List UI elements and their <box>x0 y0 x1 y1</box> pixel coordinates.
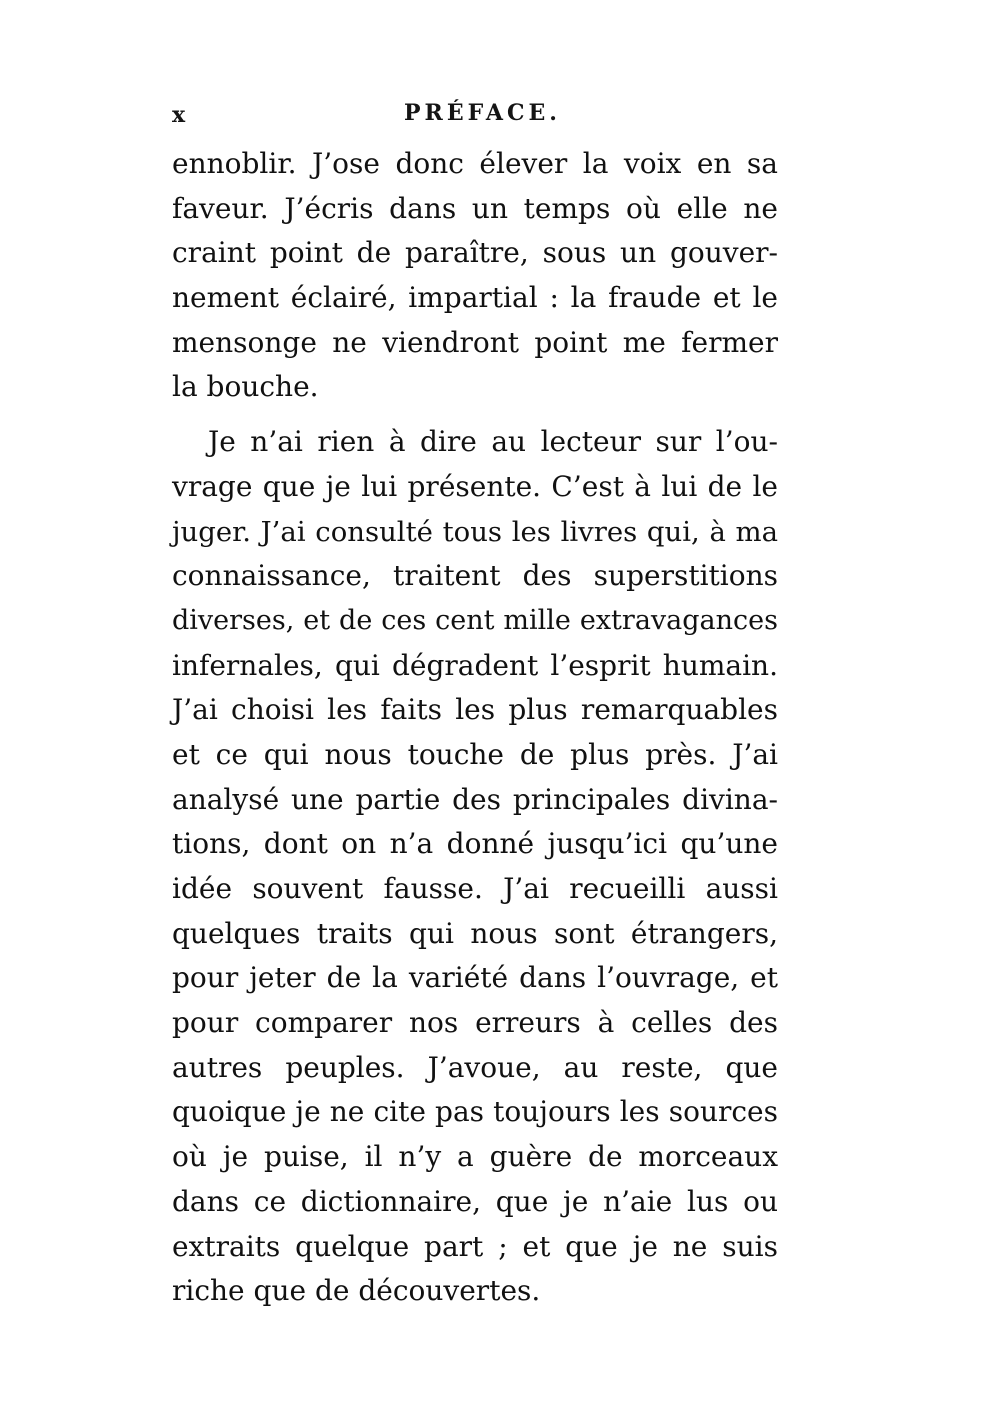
text-line: connaissance, traitent des superstitions <box>172 559 778 593</box>
running-title: PRÉFACE. <box>404 100 561 126</box>
text-line: ennoblir. J’ose donc élever la voix en sa <box>172 147 778 180</box>
text-line: J’ai choisi les faits les plus remarquables <box>172 693 778 727</box>
page-number: x <box>172 102 186 128</box>
text-line: mensonge ne viendront point me fermer <box>172 325 778 359</box>
text-line: faveur. J’écris dans un temps où elle ne <box>172 191 778 225</box>
text-line: où je puise, il n’y a guère de morceaux <box>172 1140 778 1174</box>
text-line: Je n’ai rien à dire au lecteur sur l’ou- <box>208 425 778 459</box>
text-line: quoique je ne cite pas toujours les sources <box>172 1095 778 1129</box>
text-line: pour jeter de la variété dans l’ouvrage, et <box>172 961 778 995</box>
text-line: tions, dont on n’a donné jusqu’ici qu’une <box>172 827 778 861</box>
text-line: craint point de paraître, sous un gouver- <box>172 236 778 270</box>
text-line: riche que de découvertes. <box>172 1274 541 1308</box>
text-line: analysé une partie des principales divina- <box>172 782 778 816</box>
text-line: nement éclairé, impartial : la fraude et le <box>172 281 778 315</box>
text-line: pour comparer nos erreurs à celles des <box>172 1006 778 1040</box>
text-line: juger. J’ai consulté tous les livres qui, à ma <box>172 515 778 548</box>
text-line: et ce qui nous touche de plus près. J’ai <box>172 737 778 771</box>
text-line: quelques traits qui nous sont étrangers, <box>172 916 778 950</box>
text-line: idée souvent fausse. J’ai recueilli aussi <box>172 872 778 905</box>
text-line: autres peuples. J’avoue, au reste, que <box>172 1050 778 1084</box>
text-line: dans ce dictionnaire, que je n’aie lus ou <box>172 1184 778 1218</box>
text-line: vrage que je lui présente. C’est à lui de le <box>172 469 778 503</box>
text-line: infernales, qui dégradent l’esprit humain. <box>172 648 778 682</box>
running-header <box>172 100 778 134</box>
text-line: extraits quelque part ; et que je ne suis <box>172 1229 778 1263</box>
paragraph-gap <box>172 410 778 420</box>
text-line: la bouche. <box>172 370 319 404</box>
body-text <box>172 142 778 1314</box>
text-line: diverses, et de ces cent mille extravagances <box>172 604 778 636</box>
